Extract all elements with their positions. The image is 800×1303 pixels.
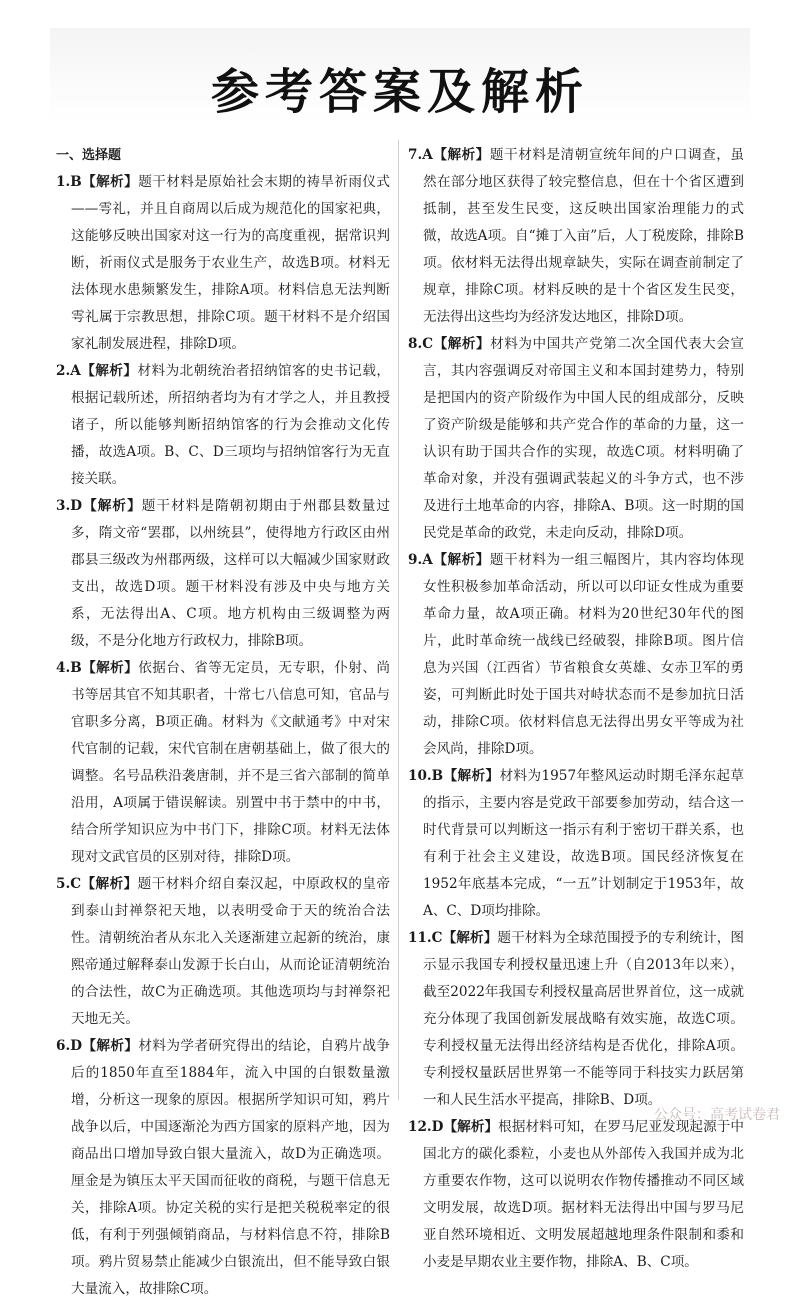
answer-item-8: 8.C【解析】材料为中国共产党第二次全国代表大会宣言，其内容强调反对帝国主义和本国封建势力，特别是把国内的资产阶级作为中国人民的组成部分，反映了资产阶级是能够和共产党合作的革命的力量，这一认识有助于国共合作的实现，故选C项。材料明确了革命对象，并没有强调武装起义的斗争方式，也不涉及进行土地革命的内容，排除A、B项。这一时期的国民党是革命的政党，未走向反动，排除D项。 — [408, 336, 745, 541]
answer-item-12: 12.D【解析】根据材料可知，在罗马尼亚发现起源于中国北方的碳化黍粒，小麦也从外部传入我国并成为北方重要农作物，这可以说明农作物传播推动不同区域文明发展，故选D项。据材料无法得出中国与罗马尼亚自然环境相近、文明发展超越地理条件限制和黍和小麦是早期农业主要作物，排除A、B、C项。 — [408, 1119, 745, 1270]
answer-item-11: 11.C【解析】题干材料为全球范围授予的专利统计，图示显示我国专利授权量迅速上升（自2013年以来），截至2022年我国专利授权量高居世界首位，这一成就充分体现了我国创新发展战略有效实施，故选C项。专利授权量无法得出经济结构是否优化，排除A项。专利授权量跃居世界第一不能等同于科技实力跃居第一和人民生活水平提高，排除B、D项。 — [408, 930, 745, 1108]
answer-item-5: 5.C【解析】题干材料介绍自秦汉起，中原政权的皇帝到泰山封禅祭祀天地，以表明受命于天的统治合法性。清朝统治者从东北入关逐渐建立起新的统治，康熙帝通过解释泰山发源于长白山，从而论证清朝统治的合法性，故C为正确选项。其他选项均与封禅祭祀天地无关。 — [56, 876, 391, 1027]
answer-item-1: 1.B【解析】题干材料是原始社会末期的祷旱祈雨仪式——雩礼，并且自商周以后成为规范化的国家祀典，这能够反映出国家对这一行为的高度重视，据常识判断，祈雨仪式是服务于农业生产，故选B项。材料无法体现水患频繁发生，排除A项。材料信息无法判断雩礼属于宗教思想，排除C项。题干材料不是介绍国家礼制发展进程，排除D项。 — [56, 174, 391, 352]
watermark-text: 公众号：高考试卷君 — [654, 1107, 780, 1123]
answer-item-7: 7.A【解析】题干材料是清朝宣统年间的户口调查，虽然在部分地区获得了较完整信息，但在十个省区遭到抵制，甚至发生民变，这反映出国家治理能力的式微，故选A项。自“摊丁入亩”后，人丁税废除，排除B项。依材料无法得出规章缺失，实际在调查前制定了规章，排除C项。材料反映的是十个省区发生民变，无法得出这些均为经济发达地区，排除D项。 — [408, 147, 745, 325]
answer-item-6: 6.D【解析】材料为学者研究得出的结论，自鸦片战争后的1850年直至1884年，流入中国的白银数量激增，分析这一现象的原因。根据所学知识可知，鸦片战争以后，中国逐渐沦为西方国家的原料产地，因为商品出口增加导致白银大量流入，故D为正确选项。厘金是为镇压太平天国而征收的商税，与题干信息无关，排除A项。协定关税的实行是把关税税率定的很低，有利于列强倾销商品，与材料信息不符，排除B项。鸦片贸易禁止能减少白银流出，但不能导致白银大量流入，故排除C项。 — [56, 1038, 390, 1297]
section-heading: 一、选择题 — [56, 148, 122, 163]
column-divider — [398, 140, 399, 1100]
answer-item-4: 4.B【解析】依据台、省等无定员，无专职，仆射、尚书等居其官不知其职者，十常七八信息可知，官品与官职多分离，B项正确。材料为《文献通考》中对宋代官制的记载，宋代官制在唐朝基础上，做了很大的调整。名号品秩沿袭唐制，并不是三省六部制的简单沿用，A项属于错误解读。别置中书于禁中的中书，结合所学知识应为中书门下，排除C项。材料无法体现对文武官员的区别对待，排除D项。 — [56, 660, 391, 865]
answer-item-3: 3.D【解析】题干材料是隋朝初期由于州郡县数量过多，隋文帝“罢郡，以州统县”，使得地方行政区由州郡县三级改为州郡两级，这样可以大幅减少国家财政支出，故选D项。题干材料没有涉及中央与地方关系，无法得出A、C项。地方机构由三级调整为两级，不是分化地方行政权力，排除B项。 — [56, 498, 391, 649]
answer-item-2: 2.A【解析】材料为北朝统治者招纳馆客的史书记载，根据记载所述，所招纳者均为有才学之人，并且教授诸子，所以能够判断招纳馆客的行为会推动文化传播，故选A项。B、C、D三项均与招纳馆客行为无直接关联。 — [56, 363, 390, 487]
left-column — [56, 142, 390, 1303]
page-title: 参考答案及解析 — [210, 64, 589, 120]
answer-item-10: 10.B【解析】材料为1957年整风运动时期毛泽东起草的指示，主要内容是党政干部要参加劳动，结合这一时代背景可以判断这一指示有利于密切干群关系，也有利于社会主义建设，故选B项。国民经济恢复在1952年底基本完成，“一五”计划制定于1953年，故A、C、D项均排除。 — [408, 768, 744, 919]
answer-item-9: 9.A【解析】题干材料为一组三幅图片，其内容均体现女性积极参加革命活动，所以可以印证女性成为重要革命力量，故A项正确。材料为20世纪30年代的图片，此时革命统一战线已经破裂，排除B项。图片信息为兴国（江西省）节省粮食女英雄、女赤卫军的勇姿，可判断此时处于国共对峙状态而不是参加抗日活动，排除C项。依材料信息无法得出男女平等成为社会风尚，排除D项。 — [408, 552, 745, 757]
